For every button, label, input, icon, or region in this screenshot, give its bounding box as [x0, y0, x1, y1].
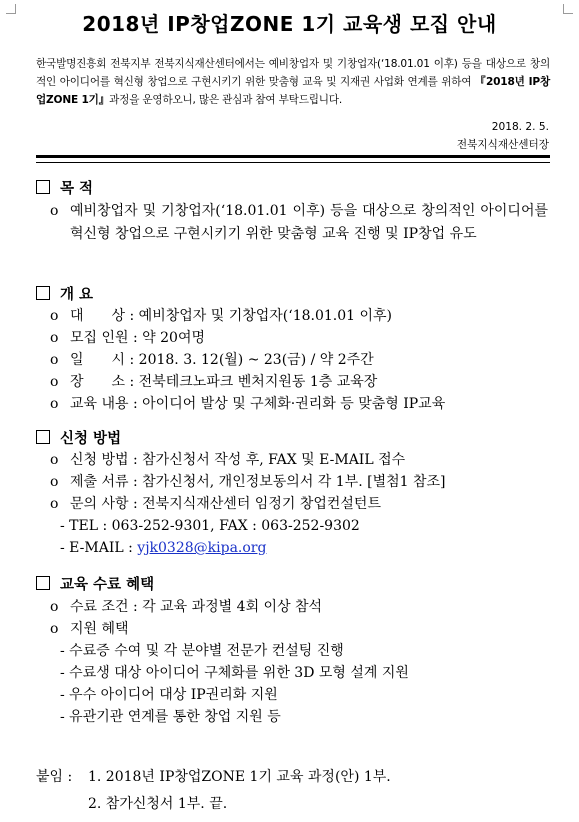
checkbox-icon	[36, 180, 50, 194]
list-item: o 지원 혜택	[36, 618, 409, 640]
list-item: o 제출 서류 : 참가신청서, 개인정보동의서 각 1부. [별첨1 참조]	[36, 471, 445, 493]
checkbox-icon	[36, 576, 50, 590]
list-item: o 문의 사항 : 전북지식재산센터 임정기 창업컨설턴트	[36, 493, 445, 515]
attachment-item: 1. 2018년 IP창업ZONE 1기 교육 과정(안) 1부.	[88, 769, 391, 785]
intro-paragraph: 한국발명진흥회 전북지부 전북지식재산센터에서는 예비창업자 및 기창업자(‘18.01.01 이후) 등을 대상으로 창의적인 아이디어를 혁신형 창업으로 구현시키기 위한 맞춤형 교육 및 지재권 사업화 연계를 위하여 『2018년 IP창업ZONE 1기』과정을 운영하오니, 많은 관심과 참여 부탁드립니다.	[36, 58, 550, 106]
overview-list	[36, 305, 445, 415]
section-heading-benefit: 교육 수료 혜택	[36, 574, 154, 596]
divider-thin	[36, 162, 550, 163]
checkbox-icon	[36, 286, 50, 300]
sub-list-item: - 수료증 수여 및 각 분야별 전문가 컨설팅 진행	[60, 643, 344, 659]
list-item: o 수료 조건 : 각 교육 과정별 4회 이상 참석	[36, 596, 409, 618]
issue-block	[457, 118, 549, 154]
checkbox-icon	[36, 430, 50, 444]
list-item: o 교육 내용 : 아이디어 발상 및 구체화·권리화 등 맞춤형 IP교육	[36, 393, 445, 415]
contact-phone-fax: - TEL : 063-252-9301, FAX : 063-252-9302	[60, 518, 360, 534]
divider-thick	[36, 155, 550, 158]
section-heading-apply: 신청 방법	[36, 428, 121, 450]
email-link[interactable]: yjk0328@kipa.org	[137, 540, 267, 556]
list-item: o 신청 방법 : 참가신청서 작성 후, FAX 및 E-MAIL 접수	[36, 449, 445, 471]
sub-list-item: - 유관기관 연계를 통한 창업 지원 등	[60, 709, 281, 725]
issuer: 전북지식재산센터장	[456, 139, 549, 151]
apply-list	[36, 449, 445, 559]
purpose-text: o 예비창업자 및 기창업자(‘18.01.01 이후) 등을 대상으로 창의적인 아이디어를 혁신형 창업으로 구현시키기 위한 맞춤형 교육 진행 및 IP창업 유도	[70, 200, 548, 245]
list-item: o 모집 인원 : 약 20여명	[36, 327, 445, 349]
page-title: 2018년 IP창업ZONE 1기 교육생 모집 안내	[82, 12, 497, 36]
attachment-item: 2. 참가신청서 1부. 끝.	[88, 796, 228, 812]
bullet-o-icon: o	[50, 203, 59, 219]
section-heading-overview: 개 요	[36, 284, 93, 306]
program-name: 『2018년 IP창업ZONE 1기』	[36, 76, 550, 106]
list-item: o 일 시 : 2018. 3. 12(월) ~ 23(금) / 약 2주간	[36, 349, 445, 371]
sub-list-item: - 우수 아이디어 대상 IP권리화 지원	[60, 687, 278, 703]
list-item: o 장 소 : 전북테크노파크 벤처지원동 1층 교육장	[36, 371, 445, 393]
issue-date: 2018. 2. 5.	[491, 121, 549, 133]
sub-list-item: - 수료생 대상 아이디어 구체화를 위한 3D 모형 설계 지원	[60, 665, 409, 681]
list-item: o 대 상 : 예비창업자 및 기창업자(‘18.01.01 이후)	[36, 305, 445, 327]
contact-email: - E-MAIL : yjk0328@kipa.org	[60, 540, 267, 556]
benefit-list	[36, 596, 409, 728]
section-heading-purpose: 목 적	[36, 178, 93, 200]
attachments-label: 붙임 :	[36, 769, 73, 785]
